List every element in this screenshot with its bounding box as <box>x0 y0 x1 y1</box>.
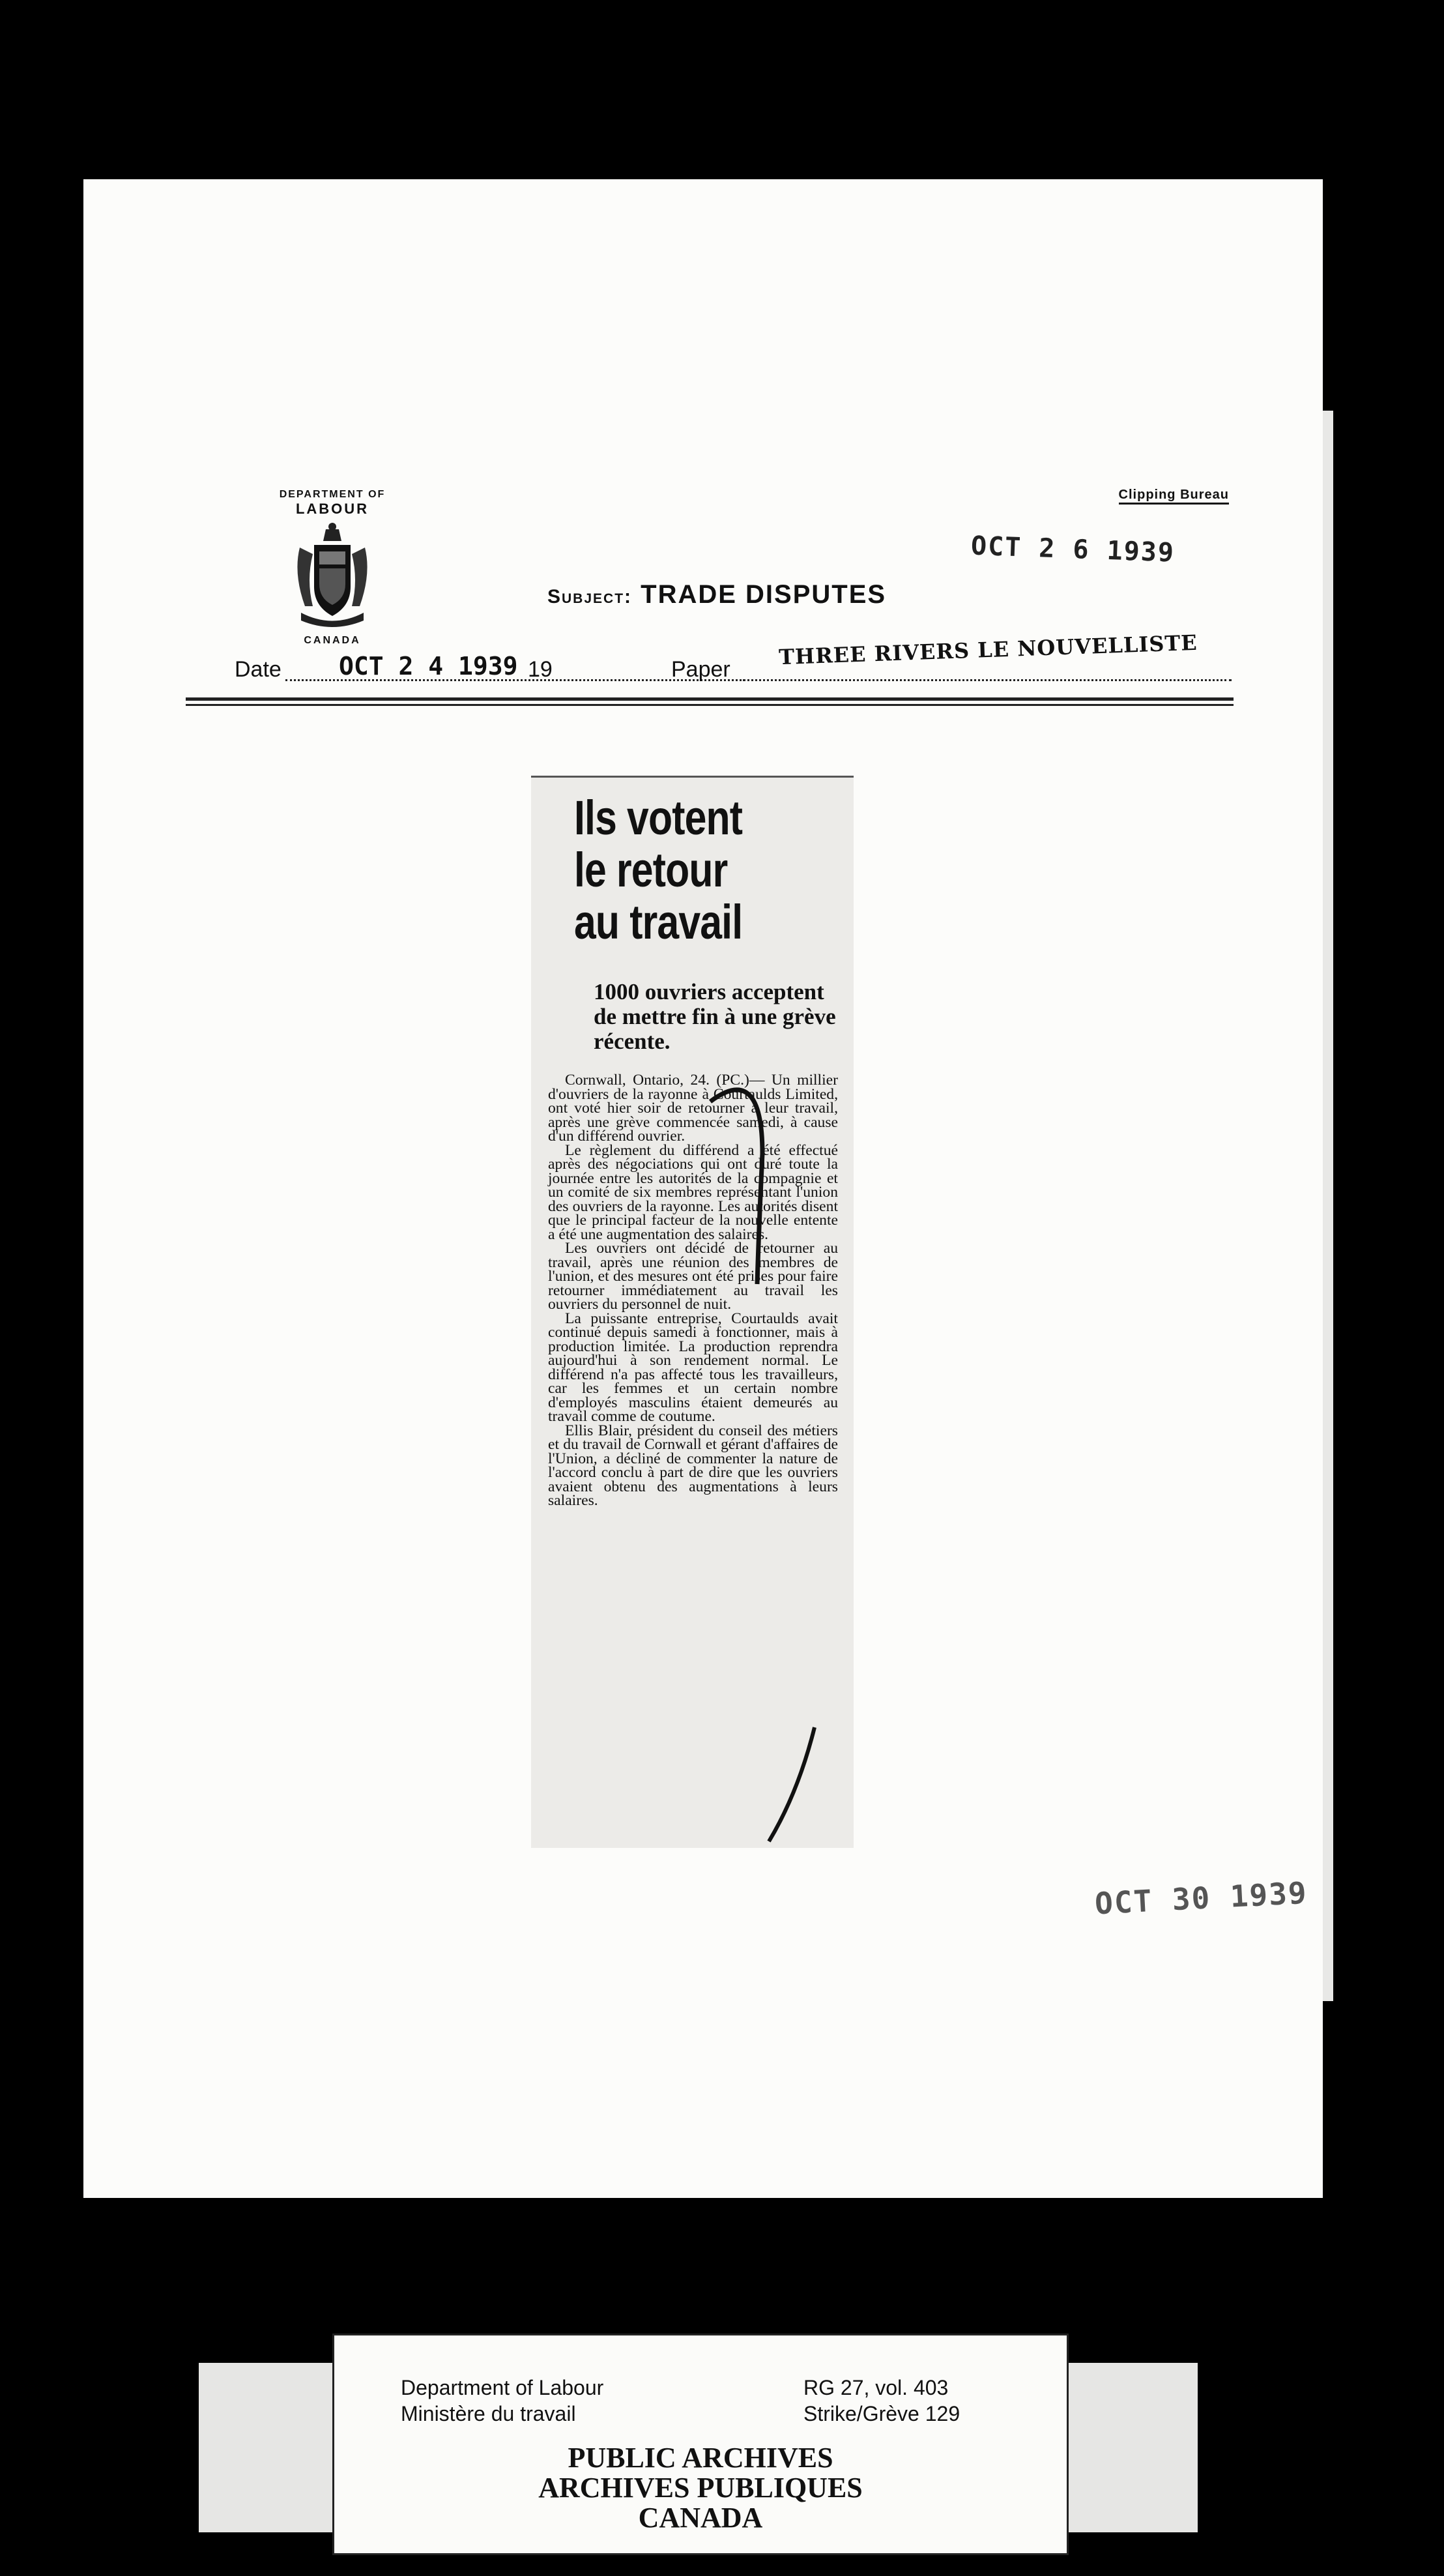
archive-title <box>334 2443 1067 2533</box>
paper-dotted-line <box>743 679 1232 681</box>
coat-of-arms-icon <box>287 521 378 632</box>
archive-title-country: CANADA <box>638 2502 763 2534</box>
article-paragraph: Le règlement du différend a été effectué après des négociations qui ont duré toute la journée entre les autorités de la compagnie et un comité de six membres représentant l'union des ouvriers de la rayonne. Les autorités disent que le principal facteur de la nouvelle entente a été une augmentation des salaires. <box>548 1141 838 1243</box>
article-paragraph: Les ouvriers ont décidé de retourner au travail, après une réunion des membres de l'union, et des mesures ont été prises pour faire retourner immédiatement au travail les ouvriers du personnel de nuit. <box>548 1240 838 1313</box>
filed-date-stamp: OCT 30 1939 <box>1093 1875 1308 1922</box>
sheet-edge <box>1323 411 1333 2001</box>
archive-dept-en: Department of Labour <box>401 2376 604 2399</box>
received-date-stamp: OCT 2 6 1939 <box>970 531 1176 568</box>
article-paragraph: Cornwall, Ontario, 24. (PC.)— Un millier d'ouvriers de la rayonne à Courtaulds Limited, ont voté hier soir de retourner à leur travail, après une grève commencée samedi, à cause d'un différend ouvrier. <box>548 1072 838 1145</box>
archive-strike-number: Strike/Grève 129 <box>803 2402 960 2425</box>
article-paragraph: La puissante entreprise, Courtaulds avait continué depuis samedi à fonctionner, mais à production limitée. La production reprendra aujourd'hui à son rendement normal. Le différend n'a pas affecté tous les travailleurs, car les femmes et un certain nombre d'employés masculins étaient demeurés au travail comme de coutume. <box>548 1310 838 1425</box>
headline-line: le retour <box>574 843 728 897</box>
archive-department <box>401 2375 603 2427</box>
archive-label-card <box>332 2334 1069 2555</box>
department-header <box>248 489 417 647</box>
pen-mark <box>684 1076 815 1858</box>
clipping-bureau-label: Clipping Bureau <box>1119 488 1229 505</box>
date-label: Date <box>235 657 282 682</box>
date-stamp: OCT 2 4 1939 <box>339 652 518 681</box>
department-country: CANADA <box>304 635 361 646</box>
archive-reference <box>803 2375 960 2427</box>
subject-line <box>547 580 886 609</box>
archive-title-fr: ARCHIVES PUBLIQUES <box>538 2472 863 2504</box>
header-rule <box>186 697 1234 701</box>
department-small-text: DEPARTMENT OF <box>279 489 386 500</box>
headline <box>574 792 873 948</box>
label-card-backing <box>199 2363 334 2532</box>
subject-value: TRADE DISPUTES <box>641 580 887 609</box>
header-rule-thin <box>186 704 1234 706</box>
paper-label: Paper <box>671 657 730 682</box>
department-name: LABOUR <box>295 501 369 517</box>
archive-title-en: PUBLIC ARCHIVES <box>568 2442 833 2474</box>
article-paragraph: Ellis Blair, président du conseil des métiers et du travail de Cornwall et gérant d'affaires de l'Union, a décliné de commenter la nature de l'accord conclu à part de dire que les ouvriers avaient obtenu des augmentations à leurs salaires. <box>548 1422 838 1509</box>
subject-label: Subject: <box>547 586 633 607</box>
paper-name-stamp: THREE RIVERS LE NOUVELLISTE <box>778 630 1198 670</box>
archive-dept-fr: Ministère du travail <box>401 2402 576 2425</box>
subheadline: 1000 ouvriers acceptent de mettre fin à une grève récente. <box>594 979 836 1054</box>
headline-line: au travail <box>574 895 743 949</box>
headline-line: Ils votent <box>574 791 743 845</box>
label-card-backing <box>1067 2363 1198 2532</box>
year-prefix: 19 <box>528 657 553 682</box>
archive-volume: RG 27, vol. 403 <box>803 2376 949 2399</box>
